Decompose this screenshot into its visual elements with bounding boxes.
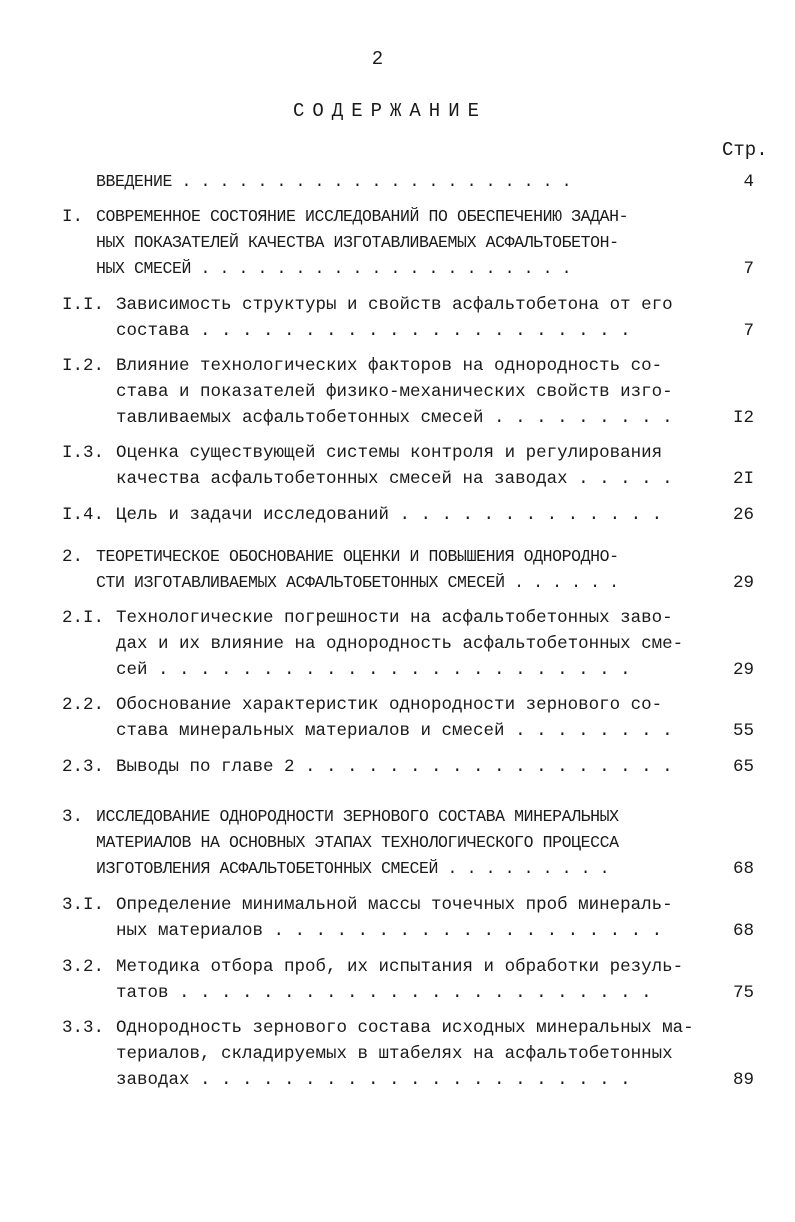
toc-entry-number: 3.I.	[62, 895, 105, 915]
toc-entry-page: I2	[732, 408, 754, 428]
toc-entry-page: 55	[732, 721, 754, 741]
toc-entry-line: СОВРЕМЕННОЕ СОСТОЯНИЕ ИССЛЕДОВАНИЙ ПО ОБЕСПЕЧЕНИЮ ЗАДАН-	[96, 207, 629, 226]
toc-entry-line: става минеральных материалов и смесей . . . . . . . .	[116, 721, 673, 741]
toc-entry-line: Обоснование характеристик однородности зернового со-	[116, 695, 663, 715]
toc-entry-line: Цель и задачи исследований . . . . . . . . . . . . .	[116, 505, 663, 525]
toc-entry-line: НЫХ ПОКАЗАТЕЛЕЙ КАЧЕСТВА ИЗГОТАВЛИВАЕМЫХ АСФАЛЬТОБЕТОН-	[96, 233, 619, 252]
toc-entry-line: Зависимость структуры и свойств асфальтобетона от его	[116, 295, 673, 315]
toc-entry-page: 89	[732, 1070, 754, 1090]
toc-entry-number: 3.	[62, 807, 84, 827]
toc-entry-line: тавливаемых асфальтобетонных смесей . . . . . . . . .	[116, 408, 673, 428]
toc-entry-page: 68	[732, 859, 754, 879]
toc-entry-page: 4	[743, 172, 754, 192]
page-number: 2	[371, 48, 384, 70]
toc-entry-line: Оценка существующей системы контроля и регулирования	[116, 443, 663, 463]
toc-entry-page: 2I	[732, 469, 754, 489]
toc-entry-number: 2.2.	[62, 695, 105, 715]
toc-entry-line: сей . . . . . . . . . . . . . . . . . . . . . . .	[116, 660, 631, 680]
toc-entry-number: 2.3.	[62, 757, 105, 777]
toc-entry-page: 68	[732, 921, 754, 941]
toc-entry-line: ных материалов . . . . . . . . . . . . . . . . . . .	[116, 921, 663, 941]
toc-entry-line: состава . . . . . . . . . . . . . . . . . . . . .	[116, 321, 631, 341]
toc-entry-line: Методика отбора проб, их испытания и обработки резуль-	[116, 957, 684, 977]
page-title: СОДЕРЖАНИЕ	[292, 100, 488, 122]
toc-entry-line: ИССЛЕДОВАНИЕ ОДНОРОДНОСТИ ЗЕРНОВОГО СОСТАВА МИНЕРАЛЬНЫХ	[96, 807, 619, 826]
toc-entry-line: МАТЕРИАЛОВ НА ОСНОВНЫХ ЭТАПАХ ТЕХНОЛОГИЧЕСКОГО ПРОЦЕССА	[96, 833, 619, 852]
toc-entry-line: ТЕОРЕТИЧЕСКОЕ ОБОСНОВАНИЕ ОЦЕНКИ И ПОВЫШЕНИЯ ОДНОРОДНО-	[96, 547, 619, 566]
toc-entry-number: I.2.	[62, 356, 105, 376]
toc-entry-number: 3.3.	[62, 1018, 105, 1038]
toc-entry-line: Определение минимальной массы точечных проб минераль-	[116, 895, 673, 915]
toc-entry-number: 3.2.	[62, 957, 105, 977]
toc-entry-line: ВВЕДЕНИЕ . . . . . . . . . . . . . . . . . . . . .	[96, 172, 572, 191]
toc-entry-line: Однородность зернового состава исходных минеральных ма-	[116, 1018, 694, 1038]
toc-entry-line: НЫХ СМЕСЕЙ . . . . . . . . . . . . . . . . . . . .	[96, 259, 572, 278]
toc-entry-line: става и показателей физико-механических свойств изго-	[116, 382, 673, 402]
toc-entry-line: дах и их влияние на однородность асфальтобетонных сме-	[116, 634, 684, 654]
toc-entry-page: 75	[732, 983, 754, 1003]
toc-entry-page: 26	[732, 505, 754, 525]
toc-entry-line: Выводы по главе 2 . . . . . . . . . . . . . . . . . .	[116, 757, 673, 777]
toc-entry-page: 29	[732, 573, 754, 593]
toc-entry-number: I.	[62, 207, 84, 227]
toc-entry-page: 7	[743, 321, 754, 341]
toc-entry-line: Технологические погрешности на асфальтобетонных заво-	[116, 608, 673, 628]
toc-entry-page: 29	[732, 660, 754, 680]
toc-entry-line: Влияние технологических факторов на однородность со-	[116, 356, 663, 376]
toc-entry-page: 65	[732, 757, 754, 777]
toc-entry-number: 2.I.	[62, 608, 105, 628]
toc-entry-line: СТИ ИЗГОТАВЛИВАЕМЫХ АСФАЛЬТОБЕТОННЫХ СМЕСЕЙ . . . . . .	[96, 573, 619, 592]
toc-entry-number: I.I.	[62, 295, 105, 315]
toc-entry-line: татов . . . . . . . . . . . . . . . . . . . . . . .	[116, 983, 652, 1003]
toc-entry-line: заводах . . . . . . . . . . . . . . . . . . . . .	[116, 1070, 631, 1090]
toc-entry-number: I.4.	[62, 505, 105, 525]
toc-entry-number: 2.	[62, 547, 84, 567]
toc-entry-line: качества асфальтобетонных смесей на заводах . . . . .	[116, 469, 673, 489]
toc-entry-number: I.3.	[62, 443, 105, 463]
toc-entry-page: 7	[743, 259, 754, 279]
toc-entry-line: териалов, складируемых в штабелях на асфальтобетонных	[116, 1044, 673, 1064]
toc-entry-line: ИЗГОТОВЛЕНИЯ АСФАЛЬТОБЕТОННЫХ СМЕСЕЙ . . . . . . . . .	[96, 859, 610, 878]
page-column-label: Стр.	[722, 139, 768, 161]
